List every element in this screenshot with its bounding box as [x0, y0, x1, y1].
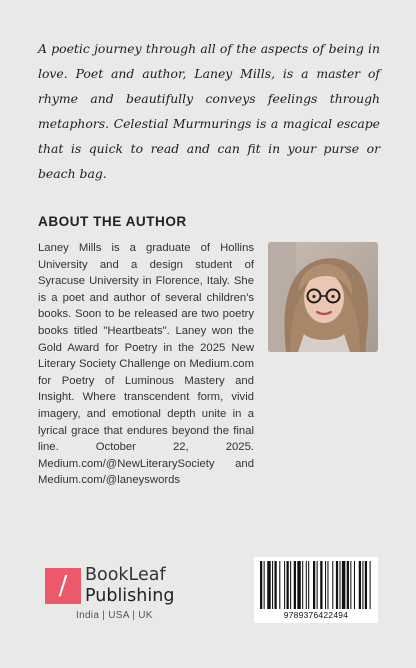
about-author-heading: ABOUT THE AUTHOR: [38, 214, 187, 229]
isbn-number: 9789376422494: [283, 610, 349, 620]
author-bio: Laney Mills is a graduate of Hollins University and a design student of Syracuse University in Florence, Italy. She is a poet and author of several children's books. Soon to be released are two poetry books titled "Heartbeats". Laney won the Gold Award for Poetry in the 2025 New Literary Society Challenge on Medium.com for Poetry of Luminous Mastery and Insight. Where transcendent form, vivid imagery, and emotional depth unite in a lyrical grace that endures beyond the final line. October 22, 2025. Medium.com/@NewLiterarySociety and Medium.com/@laneyswords: [38, 242, 254, 487]
logo-slash-glyph: /: [58, 571, 68, 601]
isbn-barcode: [254, 557, 378, 623]
author-photo: [268, 242, 378, 352]
publisher-name-line1: BookLeaf: [85, 565, 166, 585]
back-cover-blurb: A poetic journey through all of the aspects of being in love. Poet and author, Laney Mills, is a master of rhyme and beautifully conveys feelings through metaphors. Celestial Murmurings is a magical escape that is quick to read and can fit in your purse or beach bag.: [38, 41, 380, 181]
barcode-bars-icon: [260, 561, 372, 609]
publisher-name-line2: Publishing: [85, 586, 175, 606]
bookleaf-logo-icon: [45, 568, 81, 604]
publisher-regions: India | USA | UK: [76, 610, 153, 621]
publisher-logo: [45, 565, 225, 648]
